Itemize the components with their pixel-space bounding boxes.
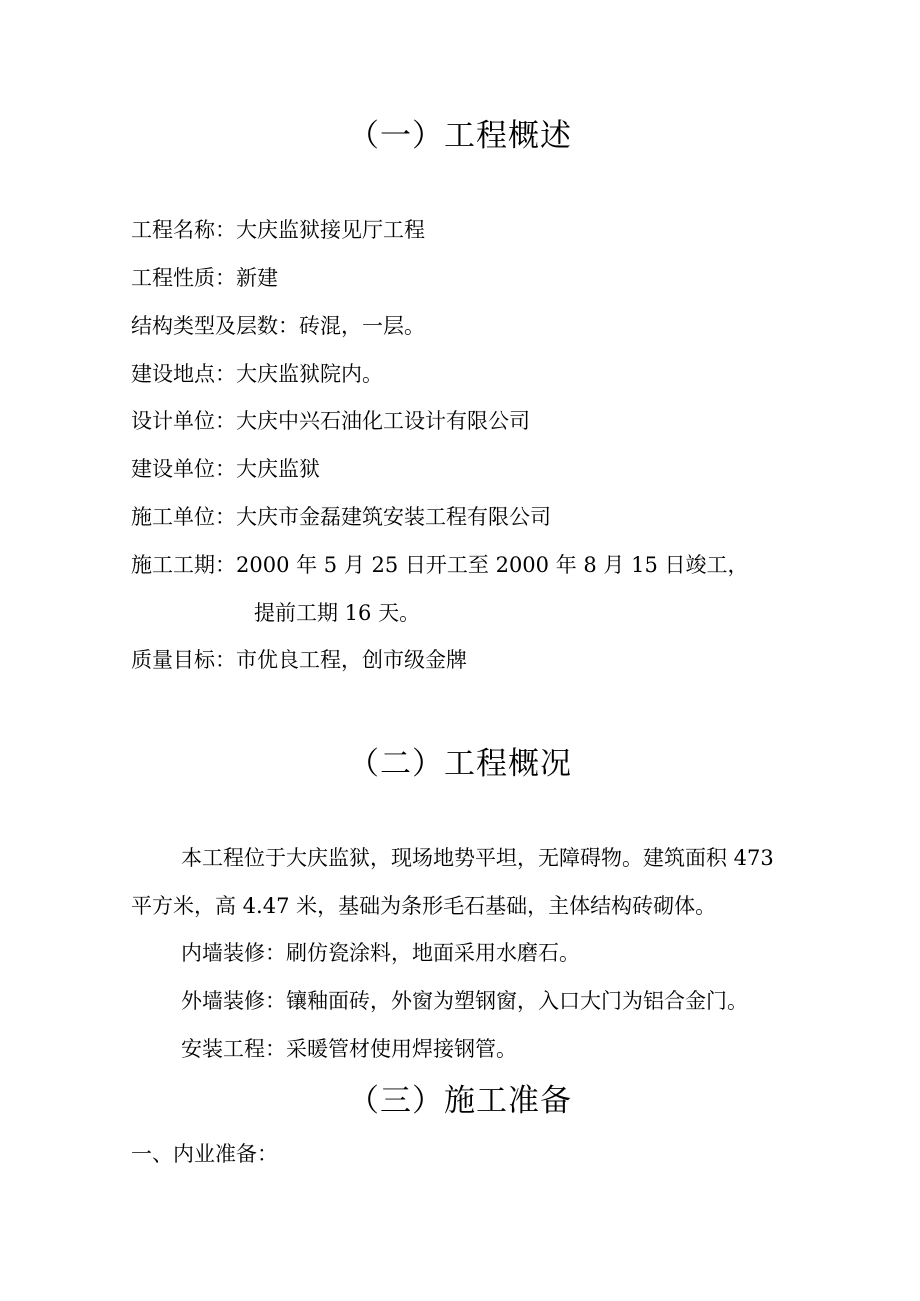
schedule-continuation: 提前工期 16 天。 [254, 601, 421, 625]
field-label: 工程性质： [131, 266, 236, 290]
field-value: 砖混，一层。 [299, 314, 425, 338]
field-label: 建设地点： [131, 362, 236, 386]
overview-paragraph-line-2: 平方米，高 4.47 米，基础为条形毛石基础，主体结构砖砌体。 [131, 894, 717, 918]
field-value: 市优良工程，创市级金牌 [236, 648, 467, 672]
structure-type-line [131, 311, 425, 341]
field-label: 设计单位： [131, 409, 236, 433]
overview-paragraph-line-1: 本工程位于大庆监狱，现场地势平坦，无障碍物。建筑面积 473 [181, 846, 774, 870]
section-3-heading: （三）施工准备 [348, 1083, 572, 1119]
exterior-finish-line: 外墙装修：镶釉面砖，外窗为塑钢窗，入口大门为铝合金门。 [181, 989, 748, 1013]
field-value: 大庆监狱院内。 [236, 362, 383, 386]
field-label: 结构类型及层数： [131, 314, 299, 338]
construction-site-line [131, 359, 383, 389]
field-value: 2000 年 5 月 25 日开工至 2000 年 8 月 15 日竣工， [236, 553, 749, 577]
field-value: 大庆监狱接见厅工程 [236, 218, 425, 242]
field-label: 施工工期： [131, 553, 236, 577]
installation-line: 安装工程：采暖管材使用焊接钢管。 [181, 1037, 517, 1061]
field-label: 施工单位： [131, 505, 236, 529]
section-1-heading: （一）工程概述 [348, 118, 572, 154]
interior-finish-line: 内墙装修：刷仿瓷涂料，地面采用水磨石。 [181, 941, 580, 965]
field-value: 大庆中兴石油化工设计有限公司 [236, 409, 530, 433]
field-value: 新建 [236, 266, 278, 290]
contractor-line [131, 502, 551, 532]
section-3-subheading: 一、内业准备： [131, 1142, 278, 1166]
quality-goal-line [131, 645, 467, 675]
section-2-heading: （二）工程概况 [348, 746, 572, 782]
project-name-line [131, 215, 425, 245]
field-value: 大庆监狱 [236, 457, 320, 481]
project-nature-line [131, 263, 278, 293]
field-label: 工程名称： [131, 218, 236, 242]
design-unit-line [131, 406, 530, 436]
field-label: 质量目标： [131, 648, 236, 672]
field-label: 建设单位： [131, 457, 236, 481]
schedule-line [131, 550, 748, 580]
field-value: 大庆市金磊建筑安装工程有限公司 [236, 505, 551, 529]
owner-unit-line [131, 454, 320, 484]
